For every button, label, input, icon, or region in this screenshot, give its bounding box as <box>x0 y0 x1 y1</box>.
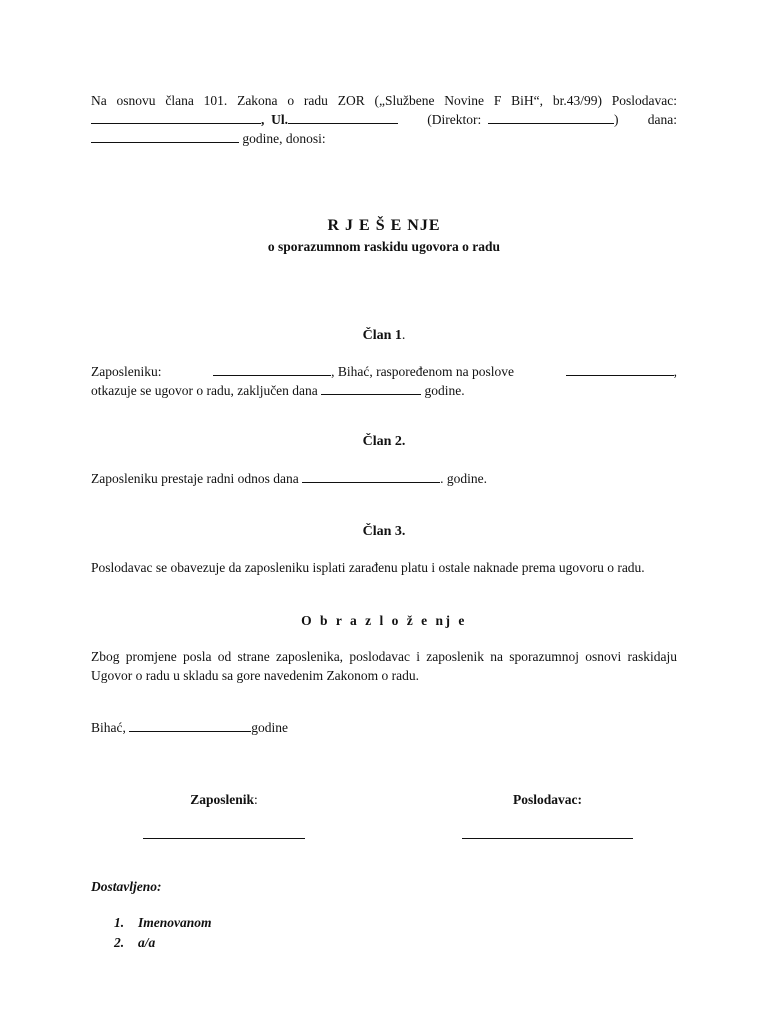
signature-employee-text: Zaposlenik <box>190 792 254 807</box>
signing-date-blank[interactable] <box>129 718 251 732</box>
intro-line-1: Na osnovu člana 101. Zakona o radu ZOR („Službene Novine F BiH“, br.43/99) Poslodavac: <box>91 93 677 108</box>
signature-employee-colon: : <box>254 792 258 807</box>
director-blank[interactable] <box>488 110 614 124</box>
signature-employee-line[interactable] <box>143 838 305 839</box>
street-blank[interactable] <box>288 110 398 124</box>
intro-line-2: , Ul. (Direktor: ) dana: <box>91 110 677 129</box>
list-item <box>91 913 212 933</box>
clan-1-godine: godine. <box>424 383 465 398</box>
employee-label: Zaposleniku: <box>91 364 162 379</box>
assigned-position-text: , Bihać, raspoređenom na poslove <box>331 364 515 379</box>
intro-line-3 <box>91 129 677 148</box>
list-item-label: Imenovanom <box>138 915 212 930</box>
date-blank[interactable] <box>91 129 239 143</box>
clan-2-heading: Član 2. <box>362 434 406 449</box>
clan-3-paragraph: Poslodavac se obavezuje da zaposleniku isplati zarađenu platu i ostale naknade prema ugovoru o radu. <box>91 560 645 575</box>
place-label: Bihać, <box>91 720 126 735</box>
list-item-number: 2. <box>114 935 125 950</box>
clan-1-line-1 <box>91 362 677 381</box>
employer-blank[interactable] <box>91 110 261 124</box>
clan-1-heading-text: Član 1 <box>362 328 402 343</box>
intro-line-3-text: godine, donosi: <box>242 131 326 146</box>
signature-employer-line[interactable] <box>462 838 633 839</box>
contract-date-blank[interactable] <box>321 381 421 395</box>
end-date-blank[interactable] <box>302 469 440 483</box>
intro-paragraph <box>91 91 677 148</box>
clan-2-godine: . godine. <box>440 471 487 486</box>
list-item-label: a/a <box>138 935 156 950</box>
director-label: (Direktor: <box>427 112 482 127</box>
clan-1-line-2 <box>91 381 677 400</box>
clan-1-heading <box>91 326 677 345</box>
document-subtitle: o sporazumnom raskidu ugovora o radu <box>267 239 501 254</box>
position-blank[interactable] <box>566 362 674 376</box>
employee-name-blank[interactable] <box>213 362 331 376</box>
obrazlozenje-heading: O b r a z l o ž e nj e <box>301 613 467 628</box>
clan-2-paragraph <box>91 469 677 488</box>
list-item <box>91 933 212 953</box>
obrazlozenje-paragraph: Zbog promjene posla od strane zaposlenika, poslodavac i zaposlenik na sporazumnoj osnovi raskidaju Ugovor o radu u skladu sa gore navedenim Zakonom o radu. <box>91 649 677 683</box>
date-label: dana: <box>647 112 677 127</box>
list-item-number: 1. <box>114 915 125 930</box>
employment-ends-text: Zaposleniku prestaje radni odnos dana <box>91 471 299 486</box>
signature-employee-label <box>143 790 305 809</box>
clan-3-heading: Član 3. <box>362 524 406 539</box>
director-close-paren: ) <box>613 112 619 127</box>
document-title: R J E Š E NJE <box>327 217 441 234</box>
place-date-line <box>91 718 677 737</box>
signature-employer-label: Poslodavac: <box>513 792 582 807</box>
contract-terminated-text: otkazuje se ugovor o radu, zaključen dana <box>91 383 318 398</box>
clan-1-comma: , <box>673 364 677 379</box>
place-date-godine: godine <box>251 720 288 735</box>
clan-1-paragraph <box>91 362 677 400</box>
clan-1-heading-dot: . <box>401 328 406 343</box>
dostavljeno-list <box>91 913 212 953</box>
dostavljeno-heading: Dostavljeno: <box>91 879 162 894</box>
street-label: Ul. <box>271 112 288 127</box>
